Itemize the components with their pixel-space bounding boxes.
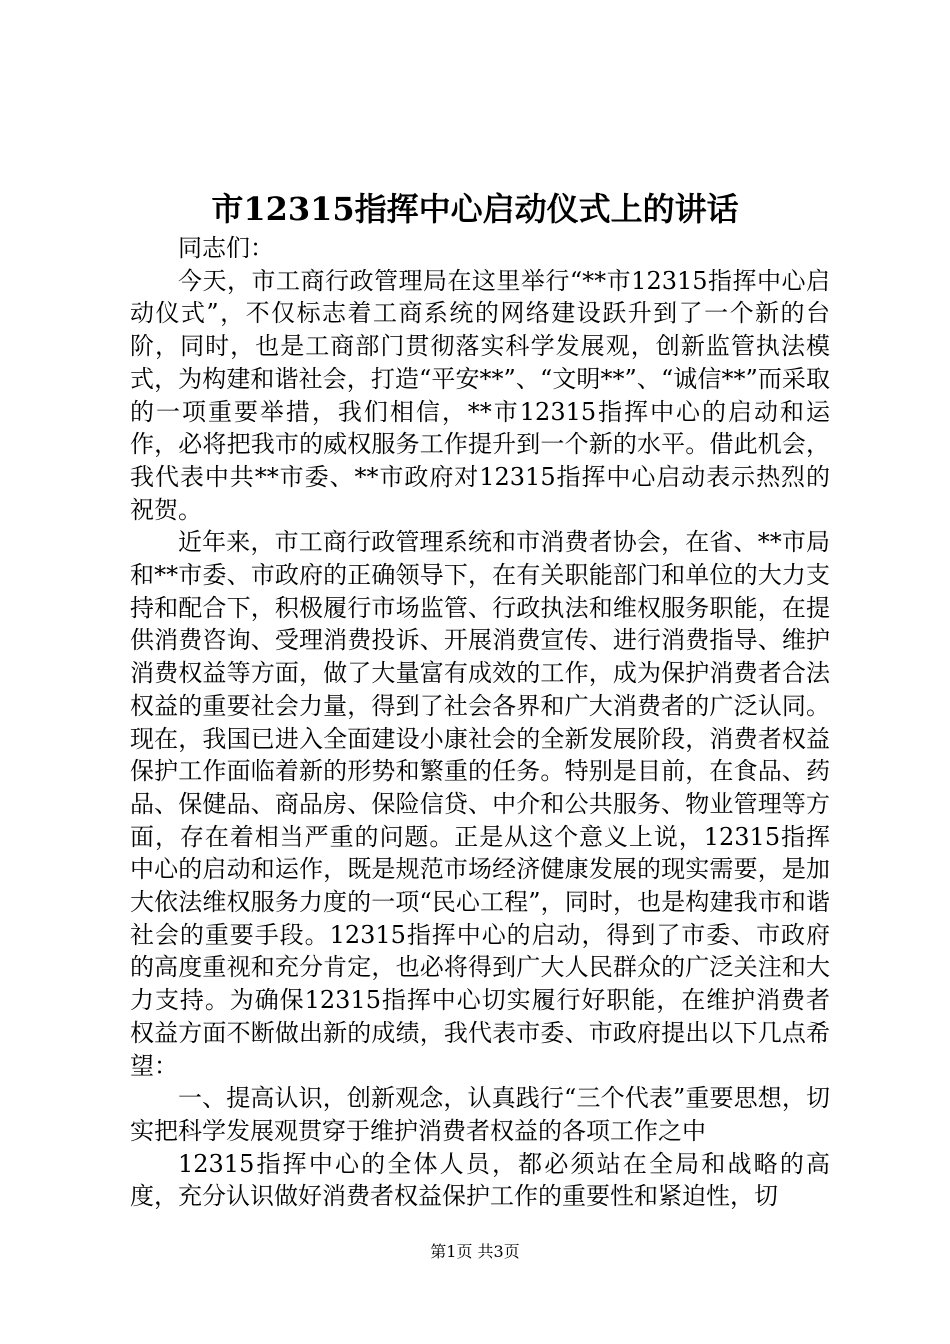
paragraph-3: 一、提高认识，创新观念，认真践行“三个代表”重要思想，切实把科学发展观贯穿于维护消费者权益的各项工作之中 xyxy=(130,1084,830,1145)
paragraph-2: 近年来，市工商行政管理系统和市消费者协会，在省、**市局和**市委、市政府的正确领导下，在有关职能部门和单位的大力支持和配合下，积极履行市场监管、行政执法和维权服务职能，在提供消费咨询、受理消费投诉、开展消费宣传、进行消费指导、维护消费权益等方面，做了大量富有成效的工作，成为保护消费者合法权益的重要社会力量，得到了社会各界和广大消费者的广泛认同。现在，我国已进入全面建设小康社会的全新发展阶段，消费者权益保护工作面临着新的形势和繁重的任务。特别是目前，在食品、药品、保健品、商品房、保险信贷、中介和公共服务、物业管理等方面，存在着相当严重的问题。正是从这个意义上说，12315指挥中心的启动和运作，既是规范市场经济健康发展的现实需要，是加大依法维权服务力度的一项“民心工程”，同时，也是构建我市和谐社会的重要手段。12315指挥中心的启动，得到了市委、市政府的高度重视和充分肯定，也必将得到广大人民群众的广泛关注和大力支持。为确保12315指挥中心切实履行好职能，在维护消费者权益方面不断做出新的成绩，我代表市委、市政府提出以下几点希望： xyxy=(130,528,830,1080)
paragraph-1: 今天，市工商行政管理局在这里举行“**市12315指挥中心启动仪式”，不仅标志着工商系统的网络建设跃升到了一个新的台阶，同时，也是工商部门贯彻落实科学发展观，创新监管执法模式，为构建和谐社会，打造“平安**”、“文明**”、“诚信**”而采取的一项重要举措，我们相信，**市12315指挥中心的启动和运作，必将把我市的威权服务工作提升到一个新的水平。借此机会，我代表中共**市委、**市政府对12315指挥中心启动表示热烈的祝贺。 xyxy=(130,266,830,524)
document-title: 市12315指挥中心启动仪式上的讲话 xyxy=(211,190,739,228)
paragraph-4: 12315指挥中心的全体人员，都必须站在全局和战略的高度，充分认识做好消费者权益保护工作的重要性和紧迫性，切 xyxy=(130,1149,830,1211)
document-body xyxy=(130,232,830,1213)
salutation: 同志们： xyxy=(178,234,274,262)
page-footer: 第1页 共3页 xyxy=(430,1242,520,1261)
